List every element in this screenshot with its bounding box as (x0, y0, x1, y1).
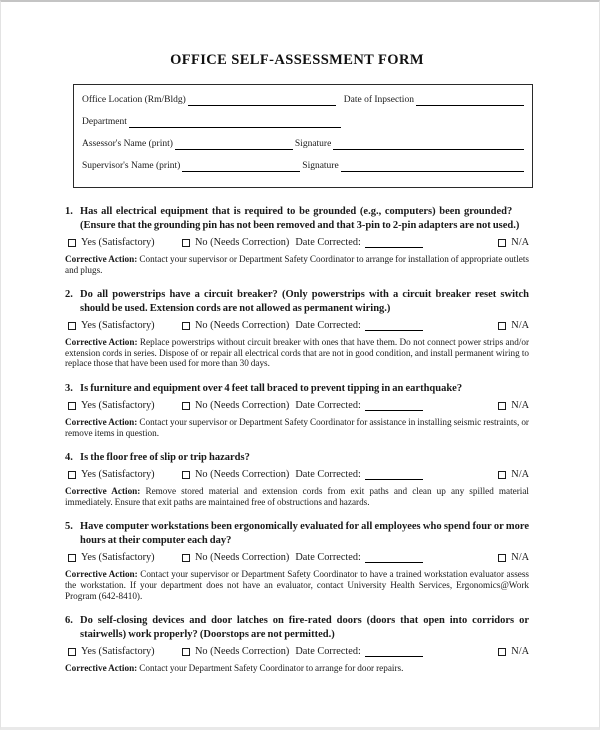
date-corrected-field (295, 320, 422, 332)
corrective-action (65, 337, 529, 369)
option-yes (68, 320, 182, 332)
option-yes (68, 552, 182, 564)
response-options-row (68, 237, 529, 249)
question-text: Is furniture and equipment over 4 feet tall braced to prevent tipping in an earthquake? (80, 382, 463, 394)
fill-in-line[interactable] (416, 95, 524, 106)
header-fields-box (73, 84, 533, 188)
option-label-yes: Yes (Satisfactory) (81, 399, 155, 411)
form-title: OFFICE SELF-ASSESSMENT FORM (170, 52, 424, 68)
question-number: 1. (65, 206, 73, 217)
header-field-row (82, 94, 524, 106)
question-item (65, 614, 529, 674)
option-na (498, 400, 529, 412)
corrective-action-label: Corrective Action: (65, 416, 138, 427)
checkbox-yes[interactable] (68, 322, 76, 330)
option-no (182, 646, 289, 658)
checkbox-yes[interactable] (68, 554, 76, 562)
option-label-na: N/A (511, 552, 529, 564)
option-na (498, 646, 529, 658)
option-no (182, 469, 289, 481)
checkbox-no[interactable] (182, 239, 190, 247)
checkbox-yes[interactable] (68, 402, 76, 410)
corrective-action-label: Corrective Action: (65, 337, 138, 348)
corrective-action-text: Remove stored material and extension cords from exit paths and clean up any spilled material immediately. Ensure that exit paths are maintained free of obstructions and hazards. (65, 486, 529, 507)
question-item (65, 520, 529, 601)
question-heading (65, 451, 529, 465)
date-corrected-line[interactable] (365, 329, 423, 331)
response-options-row (68, 469, 529, 481)
question-number: 2. (65, 289, 73, 301)
checkbox-na[interactable] (498, 322, 506, 330)
option-label-yes: Yes (Satisfactory) (81, 552, 155, 564)
option-label-no: No (Needs Correction) (195, 552, 290, 564)
option-yes (68, 646, 182, 658)
date-corrected-field (295, 469, 422, 481)
question-text: Is the floor free of slip or trip hazards? (80, 452, 250, 464)
question-text: Has all electrical equipment that is required to be grounded (e.g., computers) been grounded? (Ensure that the grounding pin has not been removed and that 3-pin to 2-pin adapters are not used.) (80, 206, 529, 231)
option-label-no: No (Needs Correction) (195, 469, 290, 481)
checkbox-no[interactable] (182, 648, 190, 656)
option-label-no: No (Needs Correction) (195, 237, 290, 248)
fill-in-line[interactable] (333, 139, 524, 150)
question-heading (65, 288, 529, 316)
fill-in-line[interactable] (188, 95, 336, 106)
corrective-action-label: Corrective Action: (65, 569, 138, 580)
option-label-no: No (Needs Correction) (195, 320, 290, 332)
checkbox-no[interactable] (182, 322, 190, 330)
date-corrected-line[interactable] (365, 409, 423, 411)
corrective-action-label: Corrective Action: (65, 663, 138, 674)
question-text: Have computer workstations been ergonomically evaluated for all employees who spend four or more hours at their computer each day? (80, 521, 529, 547)
option-label-na: N/A (511, 646, 529, 658)
corrective-action-text: Contact your supervisor or Department Safety Coordinator to have a trained workstation evaluator assess the workstation. If your department does not have an evaluator, contact University Health Services, Ergonomics@Work Program (642-8410). (65, 569, 529, 601)
option-label-yes: Yes (Satisfactory) (81, 320, 155, 332)
question-number: 3. (65, 382, 73, 394)
date-corrected-label: Date Corrected: (295, 552, 361, 564)
response-options-row (68, 320, 529, 332)
date-corrected-line[interactable] (365, 478, 423, 480)
header-field-row (82, 160, 524, 172)
option-label-yes: Yes (Satisfactory) (81, 646, 155, 658)
field-label: Date of Inpsection (343, 95, 414, 105)
field-label: Assessor's Name (print) (82, 139, 173, 149)
option-yes (68, 400, 182, 412)
date-corrected-field (295, 552, 422, 564)
checkbox-no[interactable] (182, 402, 190, 410)
response-options-row (68, 552, 529, 564)
document-body (1, 52, 599, 674)
corrective-action-text: Contact your supervisor or Department Safety Coordinator for assistance in installing seismic restraints, or remove items in question. (65, 416, 529, 438)
date-corrected-field (295, 237, 422, 249)
question-item (65, 205, 529, 275)
corrective-action-text: Replace powerstrips without circuit breaker with ones that have them. Do not connect power strips and/or extension cords in series. Dispose of or repair all electrical cords that are not in good condition, and install permanent wiring to replace those that have been used for more than 30 days. (65, 337, 530, 369)
field-label: Office Location (Rm/Bldg) (82, 95, 186, 105)
option-na (498, 552, 529, 564)
date-corrected-line[interactable] (365, 561, 423, 563)
option-label-yes: Yes (Satisfactory) (81, 469, 155, 481)
header-field-row (82, 116, 524, 128)
fill-in-line[interactable] (182, 161, 300, 172)
checkbox-yes[interactable] (68, 471, 76, 479)
option-label-no: No (Needs Correction) (195, 646, 290, 658)
question-item (65, 382, 529, 438)
checkbox-no[interactable] (182, 554, 190, 562)
corrective-action (65, 663, 529, 674)
question-item (65, 288, 529, 369)
option-no (182, 237, 289, 249)
checkbox-na[interactable] (498, 554, 506, 562)
option-na (498, 237, 529, 249)
checkbox-na[interactable] (498, 239, 506, 247)
checkbox-yes[interactable] (68, 648, 76, 656)
field-label: Signature (294, 139, 332, 149)
question-item (65, 451, 529, 507)
corrective-action (65, 254, 529, 275)
date-corrected-line[interactable] (365, 246, 423, 248)
date-corrected-label: Date Corrected: (295, 237, 361, 248)
option-label-yes: Yes (Satisfactory) (81, 237, 155, 248)
option-no (182, 320, 289, 332)
question-number: 5. (65, 521, 73, 533)
option-label-na: N/A (511, 469, 529, 481)
date-corrected-label: Date Corrected: (295, 646, 361, 658)
option-no (182, 400, 289, 412)
checkbox-na[interactable] (498, 402, 506, 410)
corrective-action (65, 486, 529, 507)
checkbox-na[interactable] (498, 471, 506, 479)
date-corrected-field (295, 646, 422, 658)
option-yes (68, 469, 182, 481)
option-na (498, 469, 529, 481)
field-label: Supervisor's Name (print) (82, 161, 181, 171)
question-text: Do self-closing devices and door latches on fire-rated doors (doors that open into corridors or stairwells) work properly? (Doorstops are not permitted.) (80, 615, 529, 641)
field-label: Department (82, 117, 127, 127)
corrective-action-text: Contact your supervisor or Department Safety Coordinator to arrange for installation of appropriate outlets and plugs. (65, 254, 529, 275)
question-heading (65, 205, 529, 233)
corrective-action-label: Corrective Action: (65, 486, 141, 497)
questions-list (65, 205, 529, 674)
option-yes (68, 237, 182, 249)
date-corrected-label: Date Corrected: (295, 399, 361, 411)
date-corrected-label: Date Corrected: (295, 469, 361, 481)
question-number: 4. (65, 452, 73, 464)
response-options-row (68, 646, 529, 658)
option-no (182, 552, 289, 564)
fill-in-line[interactable] (175, 139, 293, 150)
option-label-na: N/A (511, 320, 529, 332)
date-corrected-field (295, 400, 422, 412)
corrective-action-label: Corrective Action: (65, 254, 138, 264)
header-field-row (82, 138, 524, 150)
option-label-na: N/A (511, 237, 529, 248)
option-label-no: No (Needs Correction) (195, 399, 290, 411)
question-text: Do all powerstrips have a circuit breaker? (Only powerstrips with a circuit breaker reset switch should be used. Extension cords are not allowed as permanent wiring.) (80, 289, 529, 315)
fill-in-line[interactable] (129, 117, 341, 128)
corrective-action (65, 417, 529, 438)
checkbox-na[interactable] (498, 648, 506, 656)
question-heading (65, 614, 529, 642)
option-label-na: N/A (511, 399, 529, 411)
option-na (498, 320, 529, 332)
corrective-action-text: Contact your Department Safety Coordinator to arrange for door repairs. (139, 663, 404, 674)
response-options-row (68, 400, 529, 412)
question-heading (65, 520, 529, 548)
checkbox-yes[interactable] (68, 239, 76, 247)
checkbox-no[interactable] (182, 471, 190, 479)
date-corrected-line[interactable] (365, 655, 423, 657)
question-number: 6. (65, 615, 73, 627)
corrective-action (65, 569, 529, 601)
field-label: Signature (302, 161, 339, 171)
question-heading (65, 382, 529, 396)
date-corrected-label: Date Corrected: (295, 320, 361, 332)
fill-in-line[interactable] (341, 161, 524, 172)
